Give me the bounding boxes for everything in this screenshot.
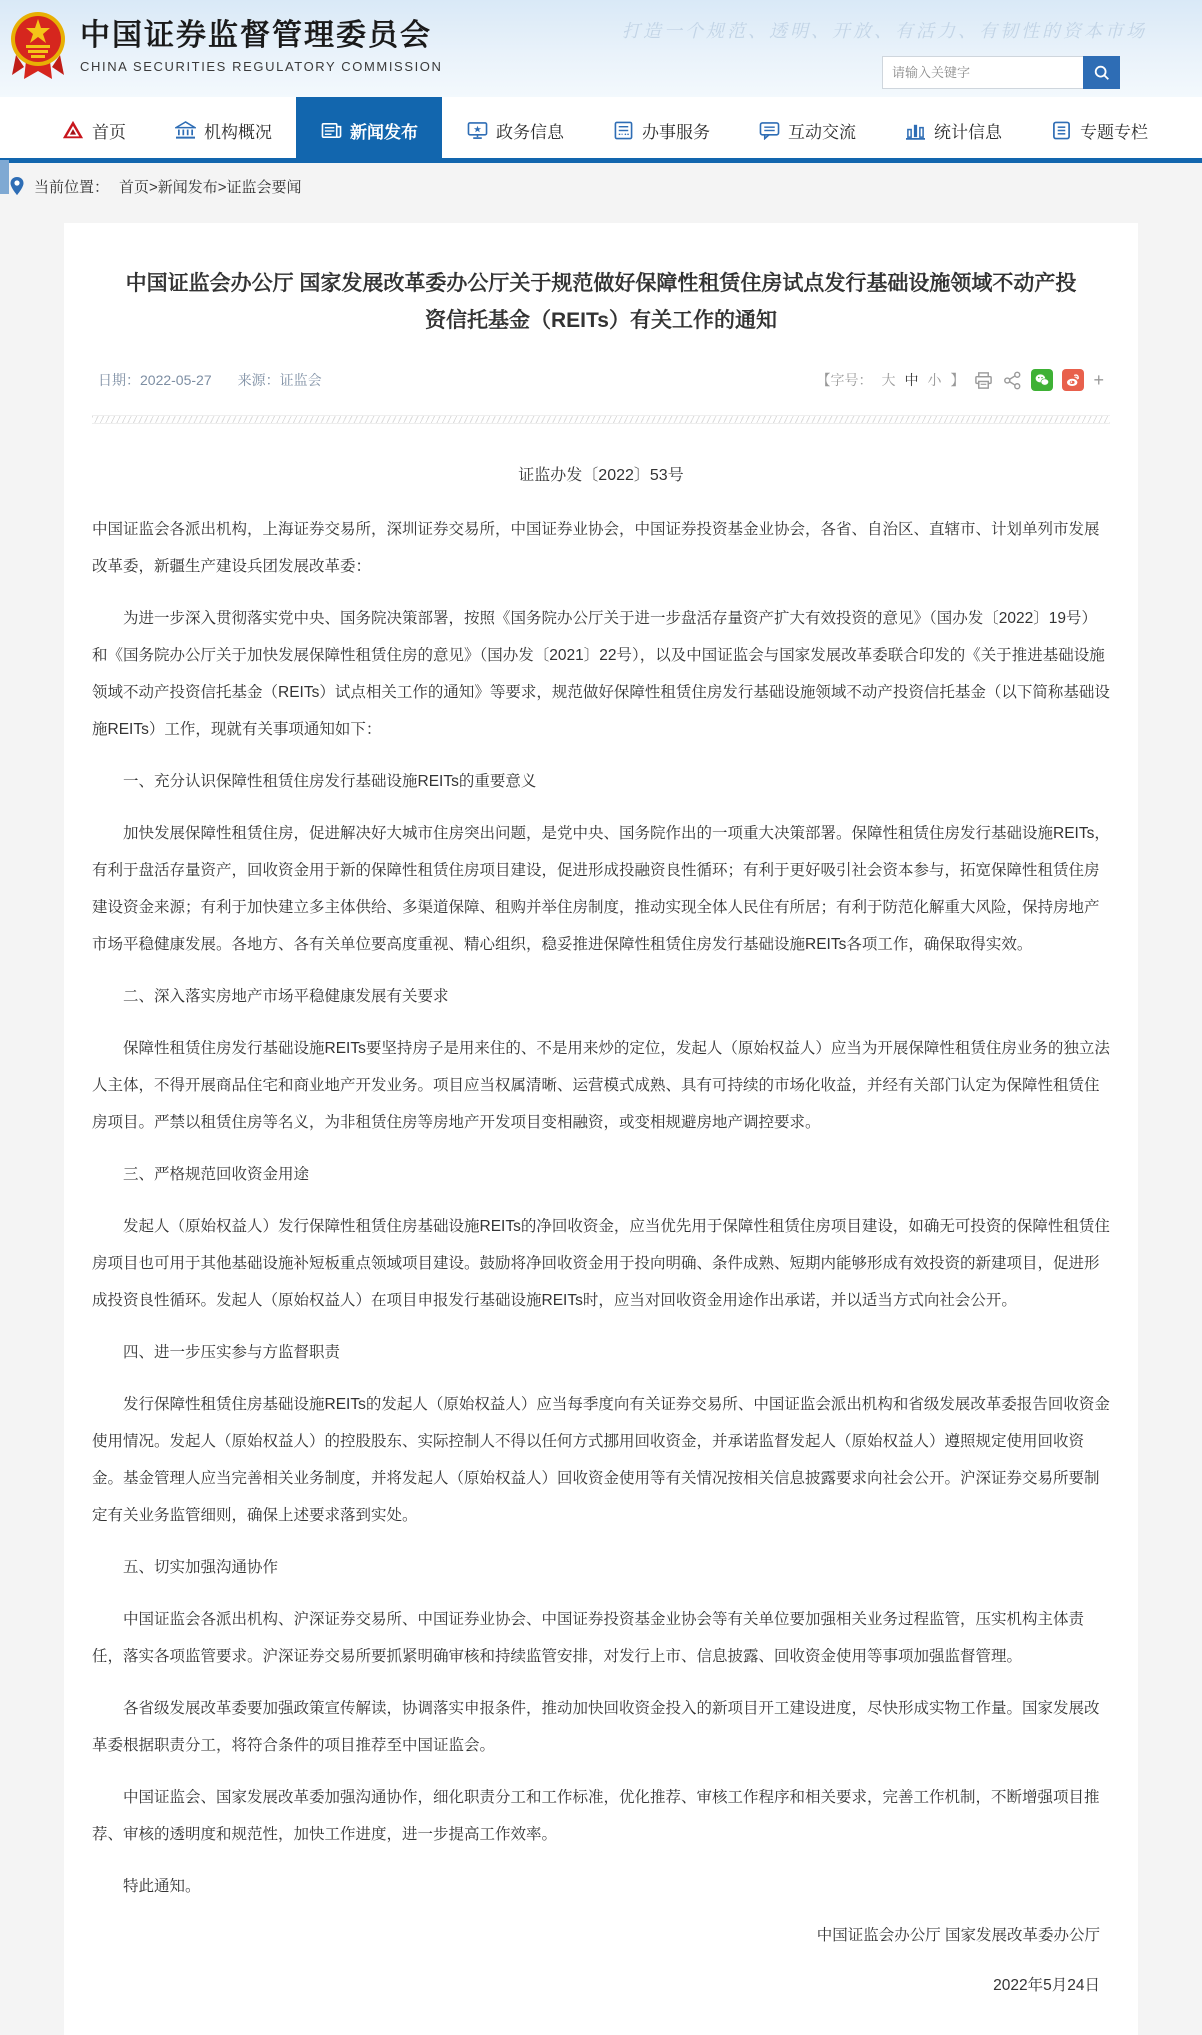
nav-item-label: 办事服务 xyxy=(642,122,710,142)
site-header xyxy=(0,0,1202,97)
main-nav xyxy=(0,97,1202,163)
monitor-icon xyxy=(466,119,488,141)
service-icon xyxy=(612,119,634,141)
nav-item-stats[interactable] xyxy=(880,97,1026,163)
nav-item-label: 政务信息 xyxy=(496,122,564,142)
nav-item-chat[interactable] xyxy=(734,97,880,163)
nav-item-label: 机构概况 xyxy=(204,122,272,142)
chat-icon xyxy=(758,119,780,141)
print-icon[interactable] xyxy=(973,370,993,390)
search-icon xyxy=(1093,64,1111,82)
news-icon xyxy=(320,119,342,141)
signature-date: 2022年5月24日 xyxy=(993,1977,1100,1994)
location-pin-icon xyxy=(10,177,24,195)
font-size-suffix: 】 xyxy=(950,372,965,388)
nav-item-monitor[interactable] xyxy=(442,97,588,163)
font-size-prefix: 【字号： xyxy=(816,372,873,388)
site-brand xyxy=(10,9,443,83)
font-size-small-button[interactable]: 小 xyxy=(927,372,942,388)
search-box xyxy=(882,56,1120,89)
date-label: 日期： xyxy=(98,372,140,388)
article-paragraph: 各省级发展改革委要加强政策宣传解读，协调落实申报条件，推动加快回收资金投入的新项目开工建设进度，尽快形成实物工作量。国家发展改革委根据职责分工，将符合条件的项目推荐至中国证监会。 xyxy=(92,1700,1100,1754)
article-paragraph: 特此通知。 xyxy=(123,1878,201,1895)
article-paragraph: 中国证监会各派出机构、沪深证券交易所、中国证券业协会、中国证券投资基金业协会等有关单位要加强相关业务过程监管，压实机构主体责任，落实各项监管要求。沪深证券交易所要抓紧明确审核和持续监管安排，对发行上市、信息披露、回收资金使用等事项加强监督管理。 xyxy=(92,1611,1085,1665)
article-card xyxy=(64,223,1138,2035)
source-label: 来源： xyxy=(237,372,280,388)
weibo-share-icon[interactable] xyxy=(1062,369,1084,391)
article-meta-row xyxy=(92,369,1110,391)
section-heading: 二、深入落实房地产市场平稳健康发展有关要求 xyxy=(123,988,449,1005)
nav-item-csrc-logo[interactable] xyxy=(38,97,150,163)
article-title: 中国证监会办公厅 国家发展改革委办公厅关于规范做好保障性租赁住房试点发行基础设施领域不动产投资信托基金（REITs）有关工作的通知 xyxy=(125,272,1077,332)
article-paragraph: 为进一步深入贯彻落实党中央、国务院决策部署，按照《国务院办公厅关于进一步盘活存量资产扩大有效投资的意见》（国办发〔2022〕19号）和《国务院办公厅关于加快发展保障性租赁住房的意见》（国办发〔2021〕22号），以及中国证监会与国家发展改革委联合印发的《关于推进基础设施领域不动产投资信托基金（REITs）试点相关工作的通知》等要求，规范做好保障性租赁住房发行基础设施领域不动产投资信托基金（以下简称基础设施REITs）工作，现就有关事项通知如下： xyxy=(92,610,1110,738)
nav-item-service[interactable] xyxy=(588,97,734,163)
breadcrumb xyxy=(0,163,1202,209)
hatched-divider xyxy=(92,415,1110,424)
nav-item-bank[interactable] xyxy=(150,97,296,163)
search-input[interactable] xyxy=(882,56,1083,89)
nav-item-label: 首页 xyxy=(92,122,126,142)
article-meta xyxy=(98,370,322,390)
article-paragraph: 中国证监会、国家发展改革委加强沟通协作，细化职责分工和工作标准，优化推荐、审核工作程序和相关要求，完善工作机制，不断增强项目推荐、审核的透明度和规范性，加快工作进度，进一步提高工作效率。 xyxy=(92,1789,1100,1843)
article-paragraph: 中国证监会各派出机构，上海证券交易所，深圳证券交易所，中国证券业协会，中国证券投资基金业协会，各省、自治区、直辖市、计划单列市发展改革委，新疆生产建设兵团发展改革委： xyxy=(92,521,1100,575)
stats-icon xyxy=(904,119,926,141)
bank-icon xyxy=(174,119,196,141)
wechat-share-icon[interactable] xyxy=(1031,369,1053,391)
section-heading: 三、严格规范回收资金用途 xyxy=(123,1166,310,1183)
document-number: 证监办发〔2022〕53号 xyxy=(518,467,684,484)
nav-item-label: 新闻发布 xyxy=(350,122,418,142)
article-toolbar xyxy=(816,369,1104,391)
section-heading: 四、进一步压实参与方监督职责 xyxy=(123,1344,341,1361)
csrc-logo-icon xyxy=(62,119,84,141)
search-button[interactable] xyxy=(1083,56,1120,89)
article-body xyxy=(92,511,1110,1905)
nav-item-topics[interactable] xyxy=(1026,97,1172,163)
breadcrumb-label: 当前位置： xyxy=(34,178,110,196)
nav-item-label: 专题专栏 xyxy=(1080,122,1148,142)
national-emblem-icon xyxy=(10,9,66,83)
article-paragraph: 发行保障性租赁住房基础设施REITs的发起人（原始权益人）应当每季度向有关证券交易所、中国证监会派出机构和省级发展改革委报告回收资金使用情况。发起人（原始权益人）的控股股东、实际控制人不得以任何方式挪用回收资金，并承诺监督发起人（原始权益人）遵照规定使用回收资金。基金管理人应当完善相关业务制度，并将发起人（原始权益人）回收资金使用等有关情况按相关信息披露要求向社会公开。沪深证券交易所要制定有关业务监管细则，确保上述要求落到实处。 xyxy=(92,1396,1110,1524)
section-heading: 五、切实加强沟通协作 xyxy=(123,1559,279,1576)
nav-item-label: 统计信息 xyxy=(934,122,1002,142)
font-size-medium-button[interactable]: 中 xyxy=(904,372,919,388)
header-slogan: 打造一个规范、透明、开放、有活力、有韧性的资本市场 xyxy=(622,21,1147,41)
nav-item-news[interactable] xyxy=(296,97,442,163)
more-share-button[interactable]: + xyxy=(1093,370,1104,390)
topics-icon xyxy=(1050,119,1072,141)
org-title: 中国证券监督管理委员会 xyxy=(80,18,432,52)
article-date: 2022-05-27 xyxy=(140,372,212,388)
article-paragraph: 发起人（原始权益人）发行保障性租赁住房基础设施REITs的净回收资金，应当优先用于保障性租赁住房项目建设，如确无可投资的保障性租赁住房项目也可用于其他基础设施补短板重点领域项目建设。鼓励将净回收资金用于投向明确、条件成熟、短期内能够形成有效投资的新建项目，促进形成投资良性循环。发起人（原始权益人）在项目申报发行基础设施REITs时，应当对回收资金用途作出承诺，并以适当方式向社会公开。 xyxy=(92,1218,1110,1309)
breadcrumb-path[interactable]: 首页>新闻发布>证监会要闻 xyxy=(119,178,302,196)
share-icon[interactable] xyxy=(1002,370,1022,390)
org-subtitle: CHINA SECURITIES REGULATORY COMMISSION xyxy=(80,58,443,74)
signature-line: 中国证监会办公厅 国家发展改革委办公厅 xyxy=(816,1927,1100,1944)
article-paragraph: 加快发展保障性租赁住房，促进解决好大城市住房突出问题，是党中央、国务院作出的一项重大决策部署。保障性租赁住房发行基础设施REITs，有利于盘活存量资产，回收资金用于新的保障性租赁住房项目建设，促进形成投融资良性循环；有利于更好吸引社会资本参与，拓宽保障性租赁住房建设资金来源；有利于加快建立多主体供给、多渠道保障、租购并举住房制度，推动实现全体人民住有所居；有利于防范化解重大风险，保持房地产市场平稳健康发展。各地方、各有关单位要高度重视、精心组织，稳妥推进保障性租赁住房发行基础设施REITs各项工作，确保取得实效。 xyxy=(92,825,1110,953)
section-heading: 一、充分认识保障性租赁住房发行基础设施REITs的重要意义 xyxy=(123,773,537,790)
article-paragraph: 保障性租赁住房发行基础设施REITs要坚持房子是用来住的、不是用来炒的定位，发起人（原始权益人）应当为开展保障性租赁住房业务的独立法人主体，不得开展商品住宅和商业地产开发业务。项目应当权属清晰、运营模式成熟、具有可持续的市场化收益，并经有关部门认定为保障性租赁住房项目。严禁以租赁住房等名义，为非租赁住房等房地产开发项目变相融资，或变相规避房地产调控要求。 xyxy=(92,1040,1110,1131)
font-size-large-button[interactable]: 大 xyxy=(881,372,896,388)
nav-item-label: 互动交流 xyxy=(788,122,856,142)
article-source: 证监会 xyxy=(279,372,322,388)
left-accent-decoration xyxy=(0,160,9,194)
